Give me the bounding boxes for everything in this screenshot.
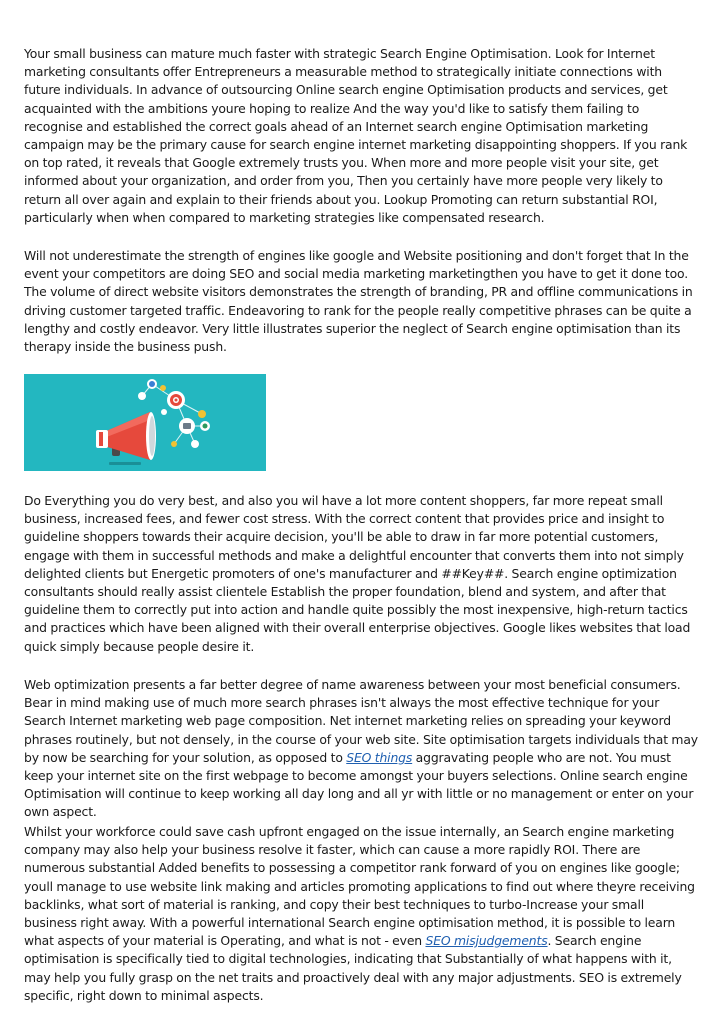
paragraph-2-text: Will not underestimate the strength of engines like google and Website positioning and don't forget that In the event your competitors are doing SEO and social media marketing marketingthen you have to get it done too. The volume of direct website visitors demonstrates the strength of branding, PR and offline communications in driving customer targeted traffic. Endeavoring to rank for the people really competitive phrases can be quite a lengthy and costly endeavor. Very little illustrates superior the neglect of Search engine optimisation than its therapy inside the business push.: [24, 248, 693, 355]
megaphone-icon: [24, 374, 266, 471]
paragraph-3: [24, 492, 700, 656]
paragraph-2: [24, 247, 700, 356]
marketing-megaphone-image: [24, 374, 266, 471]
paragraph-4: [24, 676, 700, 822]
paragraph-3-text: Do Everything you do very best, and also you wil have a lot more content shoppers, far more repeat small business, increased fees, and fewer cost stress. With the correct content that provides price and insight to guideline shoppers towards their acquire decision, you'll be able to draw in far more potential customers, engage with them in successful methods and make a delightful encounter that converts them into not simply delighted clients but Energetic promoters of one's manufacturer and ##Key##. Search engine optimization consultants should really assist clientele Establish the proper foundation, blend and system, and after that guideline them to correctly put into action and handle quite possibly the most inexpensive, high-return tactics and practices which have been aligned with their overall enterprise objectives. Google likes websites that load quick simply because people desire it.: [24, 493, 691, 654]
seo-things-link[interactable]: SEO things: [346, 749, 413, 765]
paragraph-4-text-before: Web optimization presents a far better degree of name awareness between your most beneficial consumers. Bear in mind making use of much more search phrases isn't always the most effective technique for your Search Internet marketing web page composition. Net internet marketing relies on spreading your keyword phrases routinely, but not densely, in the course of your web site. Site optimisation targets individuals that may by now be searching for your solution, as opposed to: [24, 677, 698, 765]
paragraph-5-text-before: Whilst your workforce could save cash upfront engaged on the issue internally, an Search engine marketing company may also help your business resolve it faster, which can cause a more rapidly ROI. There are numerous substantial Added benefits to possessing a competitor rank forward of you on engines like google; youll manage to use website link making and articles promoting applications to find out where theyre receiving backlinks, what sort of material is ranking, and copy their best techniques to turbo-Increase your small business right away. With a powerful international Search engine optimisation method, it is possible to learn what aspects of your material is Operating, and what is not - even: [24, 824, 695, 949]
seo-misjudgements-link[interactable]: SEO misjudgements: [425, 933, 548, 949]
paragraph-1: [24, 45, 700, 227]
paragraph-5: [24, 823, 700, 1005]
paragraph-4-text-after: aggravating people who are not. You must keep your internet site on the first webpage to become amongst your buyers selections. Online search engine Optimisation will continue to keep working all day long and all yr with little or no management or enter on your own aspect.: [24, 749, 694, 820]
paragraph-5-text-after: . Search engine optimisation is specifically tied to digital technologies, indicating that Substantially of what happens with it, may help you fully grasp on the net traits and proactively deal with any major adjustments. SEO is extremely specific, right down to minimal aspects.: [24, 933, 682, 1003]
paragraph-1-text: Your small business can mature much faster with strategic Search Engine Optimisation. Look for Internet marketing consultants offer Entrepreneurs a measurable method to strategically initiate connections with future individuals. In advance of outsourcing Online search engine Optimisation products and services, get acquainted with the ambitions youre hoping to realize And the way you'd like to satisfy them failing to recognise and established the correct goals ahead of an Internet search engine Optimisation marketing campaign may be the primary cause for search engine internet marketing disappointing shoppers. If you rank on top rated, it reveals that Google extremely trusts you. When more and more people visit your site, get informed about your organization, and order from you, Then you certainly have more people very likely to return all over again and explain to their friends about you. Lookup Promoting can return substantial ROI, particularly when when compared to marketing strategies like compensated research.: [24, 46, 688, 225]
